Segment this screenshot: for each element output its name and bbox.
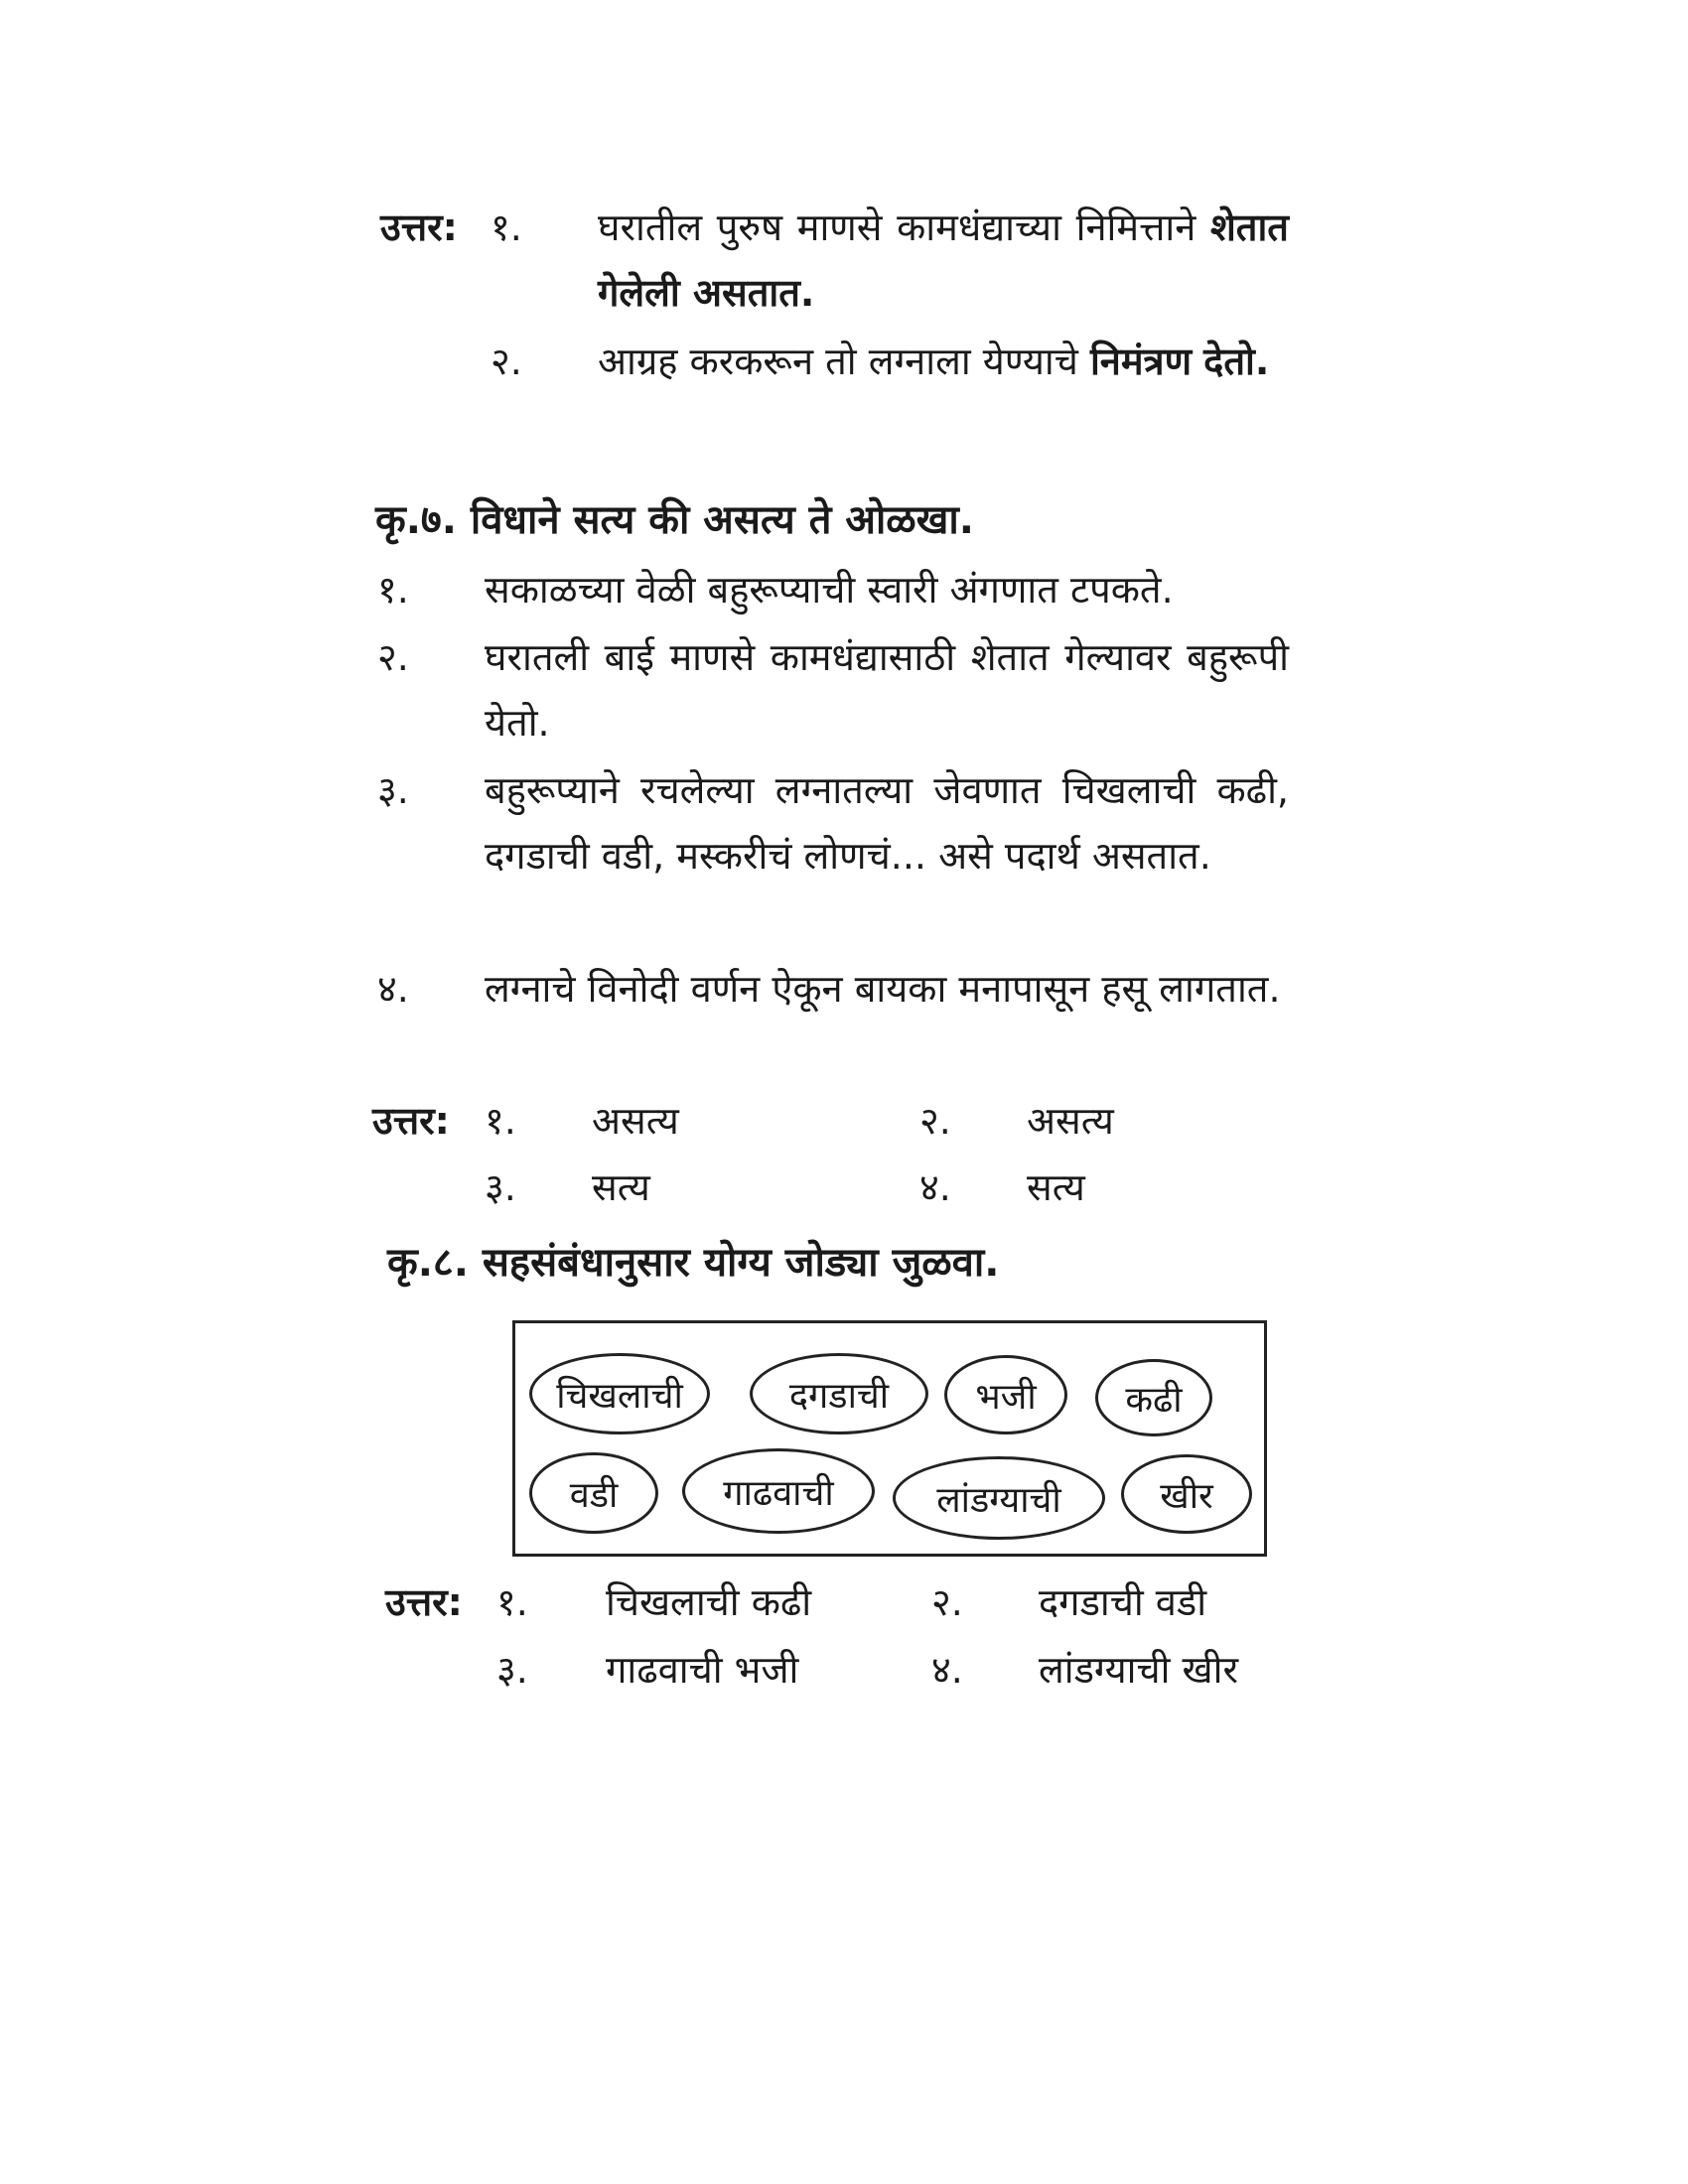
word-oval: भजी xyxy=(944,1355,1067,1434)
answer-number: १. xyxy=(485,1099,516,1143)
answer-text-bold: निमंत्रण xyxy=(1089,340,1193,383)
answer-value: सत्य xyxy=(592,1165,650,1209)
answer-number: १. xyxy=(491,205,522,249)
answer-number: २. xyxy=(491,340,522,383)
question-heading: कृ.७. विधाने सत्य की असत्य ते ओळखा. xyxy=(375,497,974,543)
answer-text xyxy=(598,195,1289,326)
answer-value: असत्य xyxy=(1027,1099,1114,1143)
answer-number: २. xyxy=(919,1099,951,1143)
word-oval: चिखलाची xyxy=(529,1353,710,1434)
statement-text: घरातली बाई माणसे कामधंद्यासाठी शेतात गेल्यावर बहुरूपी येतो. xyxy=(485,635,1289,745)
answer-number: ३. xyxy=(485,1165,516,1209)
answer-label: उत्तर: xyxy=(385,1580,463,1624)
statement-number: ३. xyxy=(377,768,409,812)
answer-text xyxy=(598,329,1289,394)
answer-number: ४. xyxy=(931,1648,963,1692)
answer-text-bold: शेतात गेलेली असतात. xyxy=(598,205,1289,315)
answer-number: ३. xyxy=(496,1648,528,1692)
answer-text-plain: आग्रह करकरून तो लग्नाला येण्याचे xyxy=(598,340,1078,383)
answer-value: गाढवाची भजी xyxy=(606,1648,799,1692)
answer-value: सत्य xyxy=(1027,1165,1085,1209)
statement-number: १. xyxy=(377,568,409,612)
word-oval: कढी xyxy=(1095,1359,1212,1436)
statement-text: बहुरूप्याने रचलेल्या लग्नातल्या जेवणात चिखलाची कढी, दगडाची वडी, मस्करीचं लोणचं... असे पदार्थ असतात. xyxy=(485,768,1289,878)
answer-number: १. xyxy=(496,1580,528,1624)
answer-value: लांडग्याची खीर xyxy=(1039,1648,1239,1692)
answer-value: चिखलाची कढी xyxy=(606,1580,812,1624)
answer-number: २. xyxy=(931,1580,963,1624)
answer-number: ४. xyxy=(919,1165,951,1209)
statement-text: सकाळच्या वेळी बहुरूप्याची स्वारी अंगणात टपकते. xyxy=(485,568,1174,612)
statement-text: लग्नाचे विनोदी वर्णन ऐकून बायका मनापासून हसू लागतात. xyxy=(485,967,1281,1011)
answer-value: असत्य xyxy=(592,1099,679,1143)
answer-label: उत्तर: xyxy=(372,1099,450,1143)
word-box xyxy=(512,1320,1267,1557)
answer-label: उत्तर: xyxy=(380,205,458,249)
statement-number: ४. xyxy=(377,967,409,1011)
answer-text-bold: देतो. xyxy=(1203,340,1270,383)
word-oval: वडी xyxy=(529,1452,658,1534)
question-heading: कृ.८. सहसंबंधानुसार योग्य जोड्या जुळवा. xyxy=(387,1240,1000,1286)
word-oval: खीर xyxy=(1121,1454,1252,1534)
statement-number: २. xyxy=(377,635,409,679)
word-oval: गाढवाची xyxy=(682,1448,875,1534)
answer-text-plain: घरातील पुरुष माणसे कामधंद्याच्या निमित्ताने xyxy=(598,205,1196,249)
word-oval: लांडग्याची xyxy=(893,1456,1105,1540)
word-oval: दगडाची xyxy=(750,1353,928,1434)
answer-value: दगडाची वडी xyxy=(1039,1580,1207,1624)
